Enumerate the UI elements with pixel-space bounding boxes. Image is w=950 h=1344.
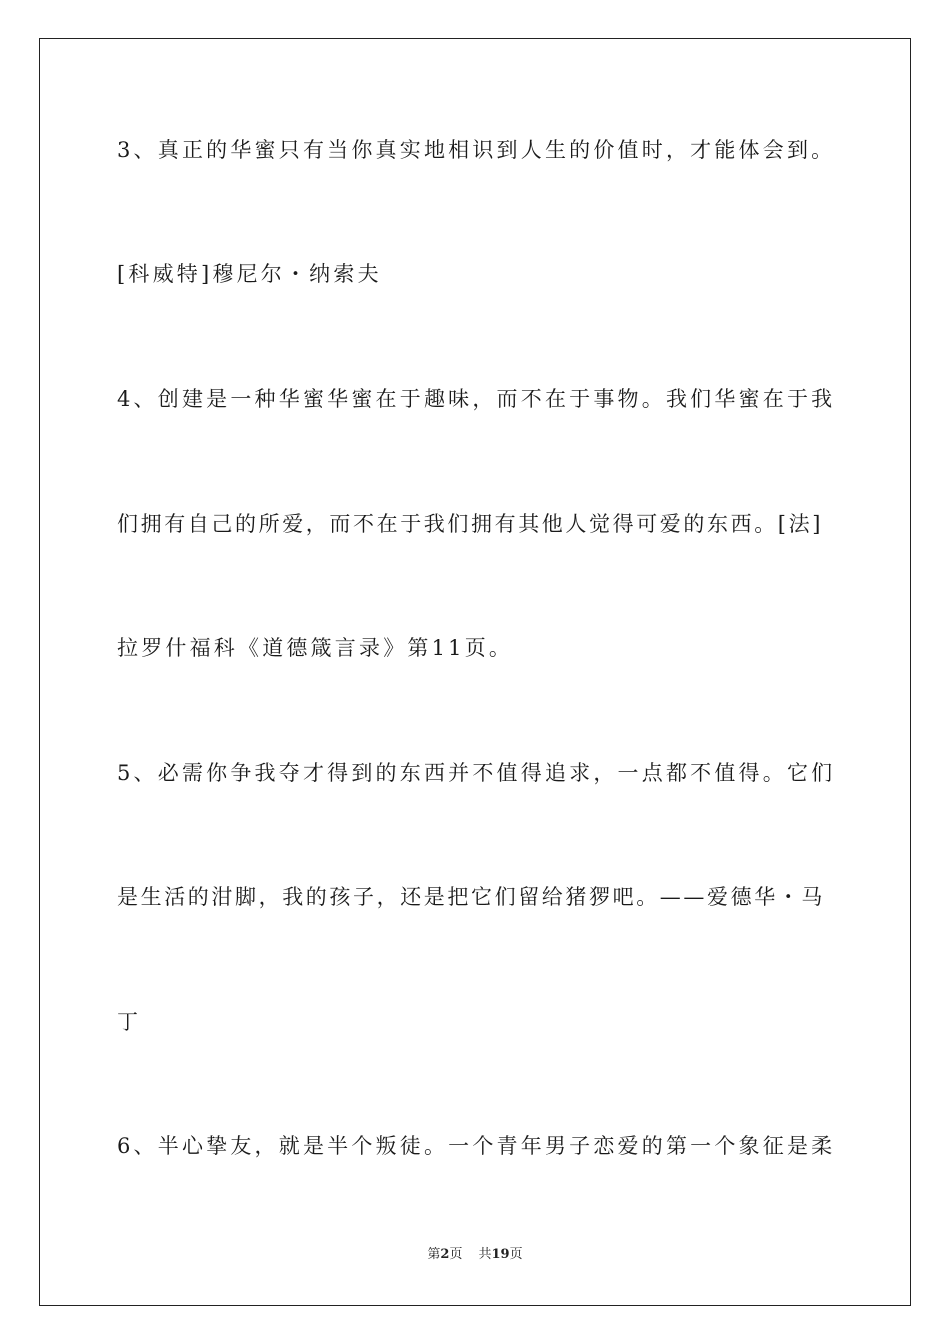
page-number: 2 — [440, 1247, 450, 1262]
text-line-6: 5、必需你争我夺才得到的东西并不值得追求，一点都不值得。它们 — [117, 761, 836, 785]
text-line-9: 6、半心挚友，就是半个叛徒。一个青年男子恋爱的第一个象征是柔 — [117, 1134, 836, 1158]
text-line-7: 是生活的泔脚，我的孩子，还是把它们留给猪猡吧。——爱德华・马 — [117, 885, 825, 909]
total-suffix: 页 — [509, 1247, 523, 1262]
total-prefix: 共 — [478, 1247, 492, 1262]
page-suffix: 页 — [449, 1247, 463, 1262]
page-footer — [0, 1245, 950, 1265]
page-prefix: 第 — [427, 1247, 441, 1262]
text-line-4: 们拥有自己的所爱，而不在于我们拥有其他人觉得可爱的东西。[法] — [117, 512, 823, 536]
total-pages: 19 — [491, 1247, 510, 1262]
page-border — [39, 38, 911, 1306]
text-line-3: 4、创建是一种华蜜华蜜在于趣味，而不在于事物。我们华蜜在于我 — [117, 387, 836, 411]
text-line-1: 3、真正的华蜜只有当你真实地相识到人生的价值时，才能体会到。 — [117, 138, 836, 162]
text-line-2: [科威特]穆尼尔・纳索夫 — [117, 262, 382, 286]
text-line-5: 拉罗什福科《道德箴言录》第11页。 — [117, 636, 514, 660]
text-line-8: 丁 — [117, 1010, 142, 1034]
